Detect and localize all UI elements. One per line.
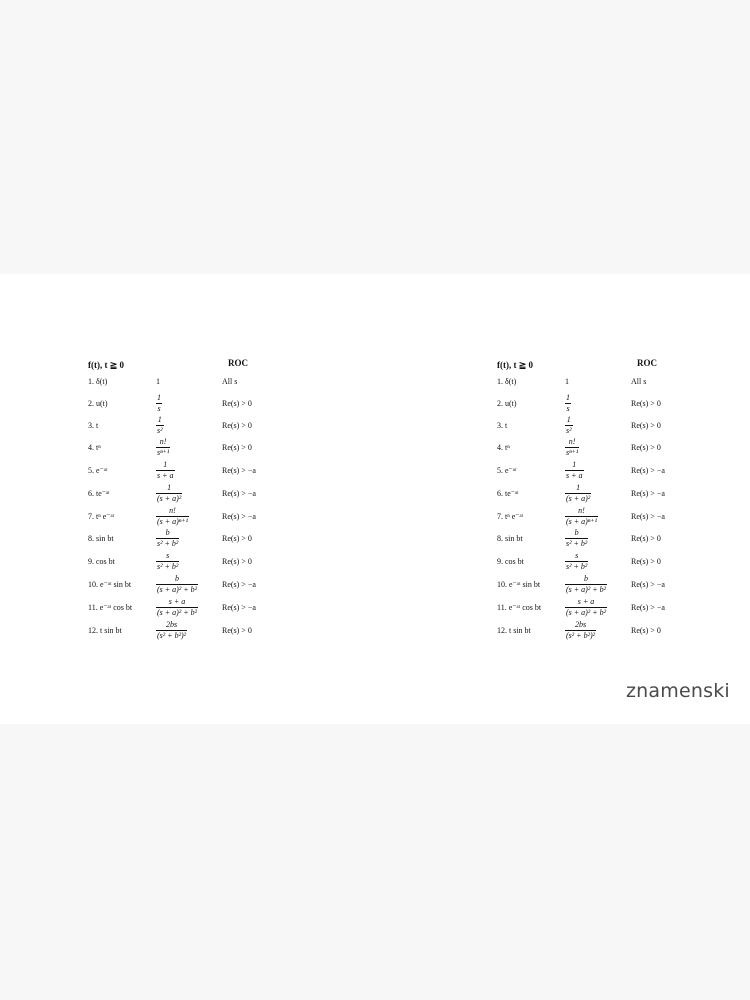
laplace-transform	[156, 482, 182, 504]
denominator: s² + b²	[157, 561, 179, 571]
denominator: (s + a)² + b²	[566, 607, 607, 617]
region-of-convergence: Re(s) > −a	[631, 511, 665, 521]
header-roc: ROC	[637, 358, 657, 368]
time-function: 7. tⁿ e⁻ᵃᵗ	[88, 511, 115, 521]
table-row	[88, 414, 298, 436]
numerator: 1	[167, 482, 172, 492]
time-function: 10. e⁻ᵃᵗ sin bt	[88, 579, 132, 589]
numerator: 1	[576, 482, 581, 492]
numerator: n!	[159, 436, 167, 446]
region-of-convergence: Re(s) > 0	[222, 556, 252, 566]
table-row	[497, 505, 707, 527]
fraction	[565, 552, 588, 571]
fraction	[565, 575, 607, 594]
time-function: 2. u(t)	[497, 398, 517, 408]
laplace-transform	[156, 414, 164, 436]
header-function: f(t), t ≧ 0	[497, 360, 534, 370]
numerator: s + a	[168, 596, 186, 606]
laplace-table-right	[497, 356, 707, 646]
laplace-transform	[565, 414, 573, 436]
region-of-convergence: All s	[222, 376, 238, 386]
fraction	[156, 438, 170, 457]
region-of-convergence: Re(s) > −a	[631, 465, 665, 475]
laplace-transform	[565, 392, 571, 414]
denominator: (s + a)ⁿ⁺¹	[566, 516, 597, 526]
region-of-convergence: Re(s) > −a	[222, 511, 256, 521]
laplace-transform	[156, 550, 179, 572]
laplace-transform	[565, 482, 591, 504]
table-row	[497, 596, 707, 618]
fraction	[565, 484, 591, 503]
laplace-transform	[156, 573, 198, 595]
time-function: 9. cos bt	[497, 556, 524, 566]
laplace-transform	[565, 573, 607, 595]
region-of-convergence: Re(s) > −a	[222, 579, 256, 589]
laplace-transform	[565, 436, 579, 458]
laplace-transform	[156, 527, 179, 549]
denominator: (s + a)² + b²	[157, 584, 198, 594]
time-function: 7. tⁿ e⁻ᵃᵗ	[497, 511, 524, 521]
region-of-convergence: All s	[631, 376, 647, 386]
region-of-convergence: Re(s) > 0	[222, 625, 252, 635]
region-of-convergence: Re(s) > −a	[222, 465, 256, 475]
fraction	[156, 416, 164, 435]
region-of-convergence: Re(s) > 0	[222, 533, 252, 543]
numerator: 1	[157, 414, 162, 424]
denominator: s²	[157, 425, 163, 435]
numerator: 1	[157, 392, 161, 402]
denominator: (s + a)ⁿ⁺¹	[157, 516, 188, 526]
laplace-transform	[156, 436, 170, 458]
region-of-convergence: Re(s) > 0	[631, 398, 661, 408]
brand-watermark: znamenski	[626, 680, 730, 702]
time-function: 1. δ(t)	[497, 376, 517, 386]
denominator: (s² + b²)²	[566, 630, 596, 640]
denominator: (s² + b²)²	[157, 630, 187, 640]
region-of-convergence: Re(s) > −a	[222, 488, 256, 498]
time-function: 5. e⁻ᵃᵗ	[497, 465, 517, 475]
table-row	[497, 527, 707, 549]
region-of-convergence: Re(s) > 0	[222, 442, 252, 452]
table-row	[88, 527, 298, 549]
numerator: 2bs	[574, 619, 587, 629]
table-row	[88, 596, 298, 618]
time-function: 4. tⁿ	[88, 442, 101, 452]
laplace-transform	[565, 505, 598, 527]
numerator: b	[584, 573, 589, 583]
table-row	[88, 505, 298, 527]
header-function: f(t), t ≧ 0	[88, 360, 125, 370]
time-function: 1. δ(t)	[88, 376, 108, 386]
fraction	[565, 621, 596, 640]
numerator: 2bs	[165, 619, 178, 629]
numerator: b	[175, 573, 180, 583]
time-function: 10. e⁻ᵃᵗ sin bt	[497, 579, 541, 589]
denominator: s	[157, 403, 161, 413]
time-function: 3. t	[497, 420, 508, 430]
denominator: (s + a)² + b²	[566, 584, 607, 594]
region-of-convergence: Re(s) > 0	[631, 556, 661, 566]
time-function: 11. e⁻ᵃᵗ cos bt	[497, 602, 542, 612]
time-function: 4. tⁿ	[497, 442, 510, 452]
table-row	[497, 436, 707, 458]
laplace-transform	[565, 459, 584, 481]
region-of-convergence: Re(s) > 0	[631, 442, 661, 452]
table-row	[88, 370, 298, 392]
table-row	[88, 573, 298, 595]
time-function: 6. te⁻ᵃᵗ	[497, 488, 519, 498]
fraction	[156, 394, 162, 413]
numerator: 1	[566, 392, 570, 402]
denominator: (s + a)² + b²	[157, 607, 198, 617]
denominator: s + a	[157, 470, 174, 480]
table-row	[497, 619, 707, 641]
fraction	[565, 507, 598, 526]
denominator: s + a	[566, 470, 583, 480]
region-of-convergence: Re(s) > 0	[631, 420, 661, 430]
laplace-transform	[156, 505, 189, 527]
table-row	[497, 414, 707, 436]
time-function: 12. t sin bt	[497, 625, 531, 635]
numerator: 1	[566, 414, 571, 424]
region-of-convergence: Re(s) > −a	[222, 602, 256, 612]
header-roc: ROC	[228, 358, 248, 368]
fraction	[565, 461, 584, 480]
fraction	[156, 507, 189, 526]
fraction	[156, 575, 198, 594]
fraction	[156, 484, 182, 503]
laplace-transform	[156, 392, 162, 414]
numerator: 1	[565, 376, 569, 386]
laplace-transform	[156, 370, 160, 392]
numerator: s	[166, 550, 170, 560]
fraction	[565, 416, 573, 435]
table-row	[88, 619, 298, 641]
table-row	[88, 550, 298, 572]
denominator: sⁿ⁺¹	[566, 447, 579, 457]
laplace-transform	[156, 596, 198, 618]
laplace-transform	[565, 527, 588, 549]
region-of-convergence: Re(s) > 0	[631, 533, 661, 543]
laplace-transform	[156, 459, 175, 481]
time-function: 11. e⁻ᵃᵗ cos bt	[88, 602, 133, 612]
time-function: 5. e⁻ᵃᵗ	[88, 465, 108, 475]
denominator: (s + a)²	[157, 493, 182, 503]
numerator: b	[574, 527, 579, 537]
table-row	[88, 459, 298, 481]
numerator: b	[165, 527, 170, 537]
laplace-transform	[565, 619, 596, 641]
denominator: s²	[566, 425, 572, 435]
region-of-convergence: Re(s) > −a	[631, 579, 665, 589]
numerator: n!	[169, 505, 176, 515]
laplace-table-left	[88, 356, 298, 646]
denominator: s² + b²	[157, 538, 179, 548]
table-row	[497, 550, 707, 572]
fraction	[565, 598, 607, 617]
fraction	[565, 394, 571, 413]
table-row	[497, 573, 707, 595]
time-function: 8. sin bt	[497, 533, 523, 543]
region-of-convergence: Re(s) > 0	[631, 625, 661, 635]
table-row	[497, 459, 707, 481]
laplace-transform	[565, 370, 569, 392]
denominator: (s + a)²	[566, 493, 591, 503]
table-row	[497, 482, 707, 504]
time-function: 8. sin bt	[88, 533, 114, 543]
table-row	[497, 392, 707, 414]
laplace-transform	[565, 550, 588, 572]
fraction	[565, 529, 588, 548]
denominator: s² + b²	[566, 561, 588, 571]
region-of-convergence: Re(s) > −a	[631, 488, 665, 498]
denominator: s² + b²	[566, 538, 588, 548]
region-of-convergence: Re(s) > 0	[222, 420, 252, 430]
time-function: 3. t	[88, 420, 99, 430]
fraction	[156, 552, 179, 571]
fraction	[156, 598, 198, 617]
table-row	[88, 392, 298, 414]
numerator: s + a	[577, 596, 595, 606]
denominator: sⁿ⁺¹	[157, 447, 170, 457]
numerator: s	[575, 550, 579, 560]
laplace-transform	[565, 596, 607, 618]
time-function: 2. u(t)	[88, 398, 108, 408]
table-row	[88, 482, 298, 504]
numerator: 1	[156, 376, 160, 386]
time-function: 6. te⁻ᵃᵗ	[88, 488, 110, 498]
numerator: n!	[568, 436, 576, 446]
region-of-convergence: Re(s) > 0	[222, 398, 252, 408]
fraction	[565, 438, 579, 457]
denominator: s	[566, 403, 570, 413]
region-of-convergence: Re(s) > −a	[631, 602, 665, 612]
numerator: 1	[163, 459, 168, 469]
fraction	[156, 621, 187, 640]
table-row	[88, 436, 298, 458]
numerator: 1	[572, 459, 577, 469]
table-row	[497, 370, 707, 392]
fraction	[156, 529, 179, 548]
time-function: 12. t sin bt	[88, 625, 122, 635]
laplace-transform	[156, 619, 187, 641]
fraction	[156, 461, 175, 480]
time-function: 9. cos bt	[88, 556, 115, 566]
numerator: n!	[578, 505, 585, 515]
